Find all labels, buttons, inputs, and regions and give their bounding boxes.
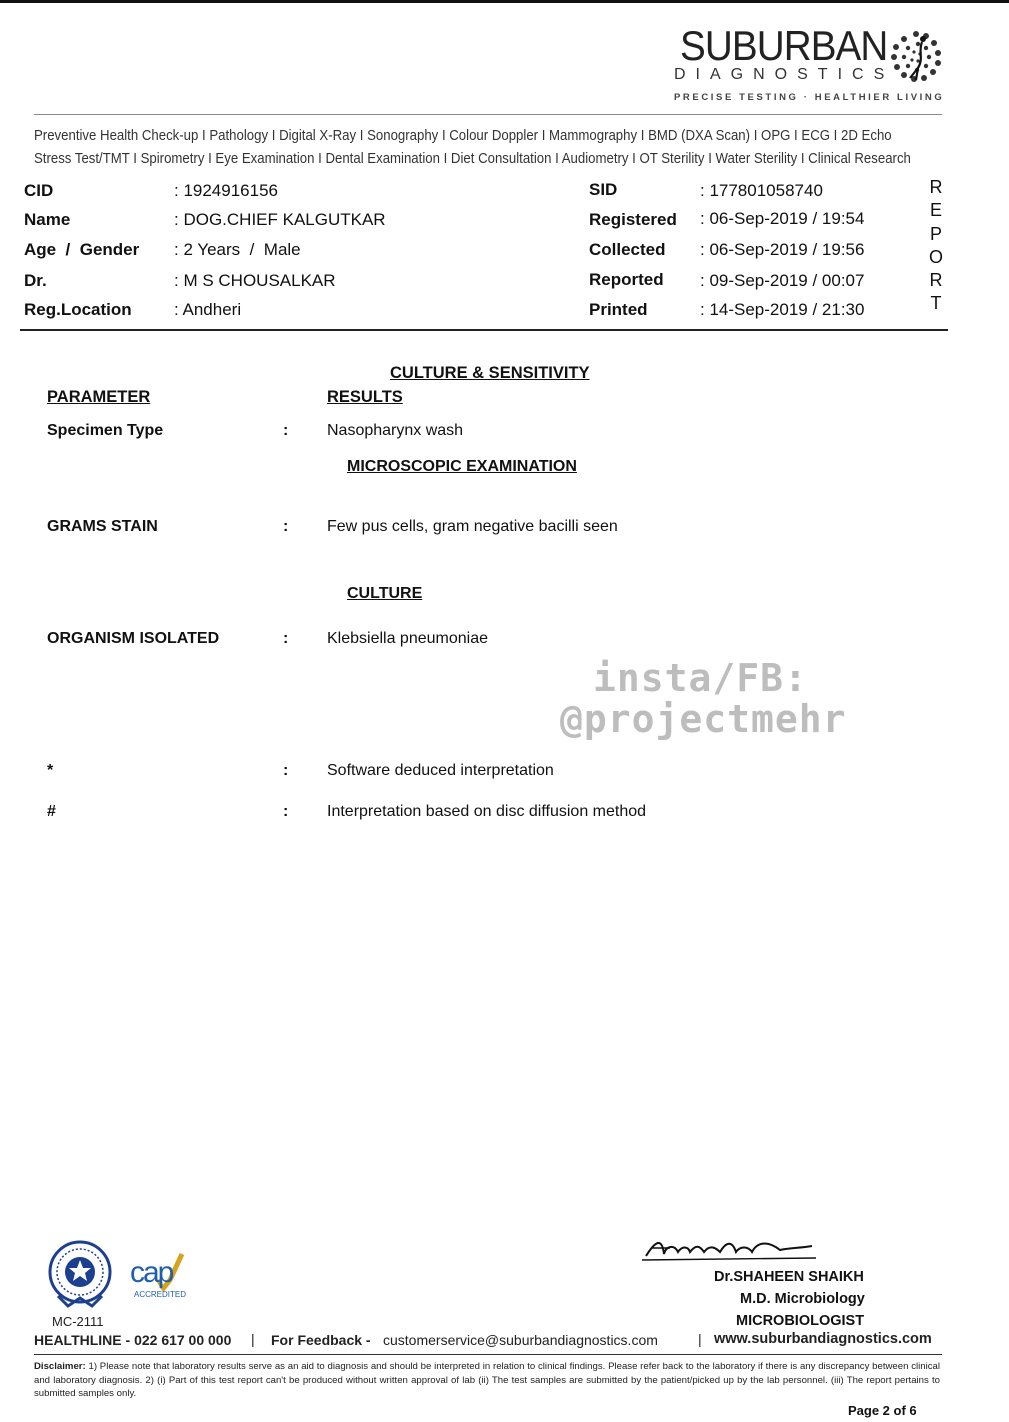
brand-name: SUBURBAN: [679, 22, 887, 69]
report-letter: P: [929, 223, 942, 244]
grams-stain-value: Few pus cells, gram negative bacilli seen: [327, 518, 618, 535]
star-note-value: Software deduced interpretation: [327, 762, 554, 779]
specimen-type-label: Specimen Type: [47, 422, 164, 439]
organism-value: Klebsiella pneumoniae: [327, 630, 488, 647]
footer-separator: |: [251, 1331, 255, 1347]
name-value: : DOG.CHIEF KALGUTKAR: [174, 210, 386, 229]
feedback-label: For Feedback -: [271, 1332, 375, 1348]
colon: :: [283, 630, 289, 647]
age-gender-value: : 2 Years / Male: [174, 240, 301, 259]
parameter-header: PARAMETER: [47, 388, 151, 406]
star-note-label: *: [47, 762, 54, 779]
top-border: [0, 0, 1009, 3]
header-divider: [34, 114, 942, 115]
printed-label: Printed: [589, 300, 648, 319]
location-value: : Andheri: [174, 300, 242, 319]
organism-label: ORGANISM ISOLATED: [47, 630, 220, 647]
cap-accredited-text: ACCREDITED: [134, 1290, 187, 1299]
sid-value: : 177801058740: [700, 181, 823, 200]
culture-title: CULTURE: [347, 585, 423, 602]
watermark-line-1: insta/FB:: [593, 656, 808, 700]
mc-code: MC-2111: [52, 1314, 104, 1329]
watermark-line-2: @projectmehr: [560, 697, 847, 741]
services-line-2: Stress Test/TMT I Spirometry I Eye Examination I Dental Examination I Diet Consultation I Audiometry I OT Sterility I Water Sterility I Clinical Research: [34, 150, 911, 167]
printed-value: : 14-Sep-2019 / 21:30: [700, 300, 865, 319]
collected-label: Collected: [589, 240, 666, 259]
registered-label: Registered: [589, 210, 677, 229]
info-divider: [20, 329, 948, 331]
location-label: Reg.Location: [24, 300, 132, 319]
specimen-type-value: Nasopharynx wash: [327, 422, 464, 439]
cid-value: : 1924916156: [174, 181, 278, 200]
disclaimer: [34, 1360, 940, 1401]
colon: :: [283, 762, 289, 779]
footer-divider: [34, 1354, 942, 1355]
brand-tagline: PRECISE TESTING · HEALTHIER LIVING: [674, 92, 945, 103]
report-vertical-label: [929, 176, 943, 316]
microscopic-title: MICROSCOPIC EXAMINATION: [347, 458, 577, 475]
nabl-seal-icon: [46, 1240, 114, 1310]
report-letter: O: [929, 246, 944, 267]
age-gender-label: Age / Gender: [24, 240, 140, 259]
footer-separator: |: [698, 1331, 702, 1347]
feedback-email-link[interactable]: customerservice@suburbandiagnostics.com: [383, 1332, 658, 1348]
doctor-label: Dr.: [24, 271, 47, 290]
colon: :: [283, 518, 289, 535]
report-letter: R: [929, 177, 943, 197]
report-title: CULTURE & SENSITIVITY: [390, 364, 590, 382]
collected-value: : 06-Sep-2019 / 19:56: [700, 240, 865, 259]
registered-value: : 06-Sep-2019 / 19:54: [700, 209, 865, 228]
results-header: RESULTS: [327, 388, 403, 406]
healthline: HEALTHLINE - 022 617 00 000: [34, 1332, 232, 1348]
services-line-1: Preventive Health Check-up I Pathology I Digital X-Ray I Sonography I Colour Doppler I Mammography I BMD (DXA Scan) I OPG I ECG I 2D Echo: [34, 127, 892, 144]
name-label: Name: [24, 210, 71, 229]
cap-logo-text: cap: [130, 1256, 173, 1289]
signature-icon: [640, 1234, 820, 1266]
report-letter: T: [930, 293, 942, 314]
brand-logo-icon: [888, 28, 944, 84]
grams-stain-label: GRAMS STAIN: [47, 518, 158, 535]
website-link[interactable]: www.suburbandiagnostics.com: [714, 1331, 932, 1347]
doctor-value: : M S CHOUSALKAR: [174, 271, 336, 290]
sid-label: SID: [589, 180, 618, 199]
page-number: Page 2 of 6: [848, 1403, 917, 1418]
cid-label: CID: [24, 181, 54, 200]
report-letter: R: [929, 270, 943, 291]
brand-subtitle: DIAGNOSTICS: [674, 66, 895, 83]
disclaimer-label: Disclaimer:: [34, 1361, 86, 1372]
colon: :: [283, 422, 289, 439]
report-letter: E: [929, 200, 942, 221]
signatory-role: MICROBIOLOGIST: [736, 1313, 865, 1329]
hash-note-label: #: [47, 803, 56, 820]
signatory-degree: M.D. Microbiology: [740, 1291, 865, 1307]
signatory-name: Dr.SHAHEEN SHAIKH: [714, 1269, 864, 1285]
hash-note-value: Interpretation based on disc diffusion method: [327, 803, 647, 820]
disclaimer-text: 1) Please note that laboratory results serve as an aid to diagnosis and should be interpreted in relation to clinical findings. Please refer back to the laboratory if there is any discrepancy between clinical and laboratory diagnosis. 2) (i) Part of this test report can't be produced without written approval of lab (ii) The test samples are submitted by the patient/picked up by the lab personnel. (iii) The report pertains to submitted samples only.: [34, 1361, 940, 1399]
reported-value: : 09-Sep-2019 / 00:07: [700, 271, 865, 290]
colon: :: [283, 803, 289, 820]
reported-label: Reported: [589, 270, 664, 289]
